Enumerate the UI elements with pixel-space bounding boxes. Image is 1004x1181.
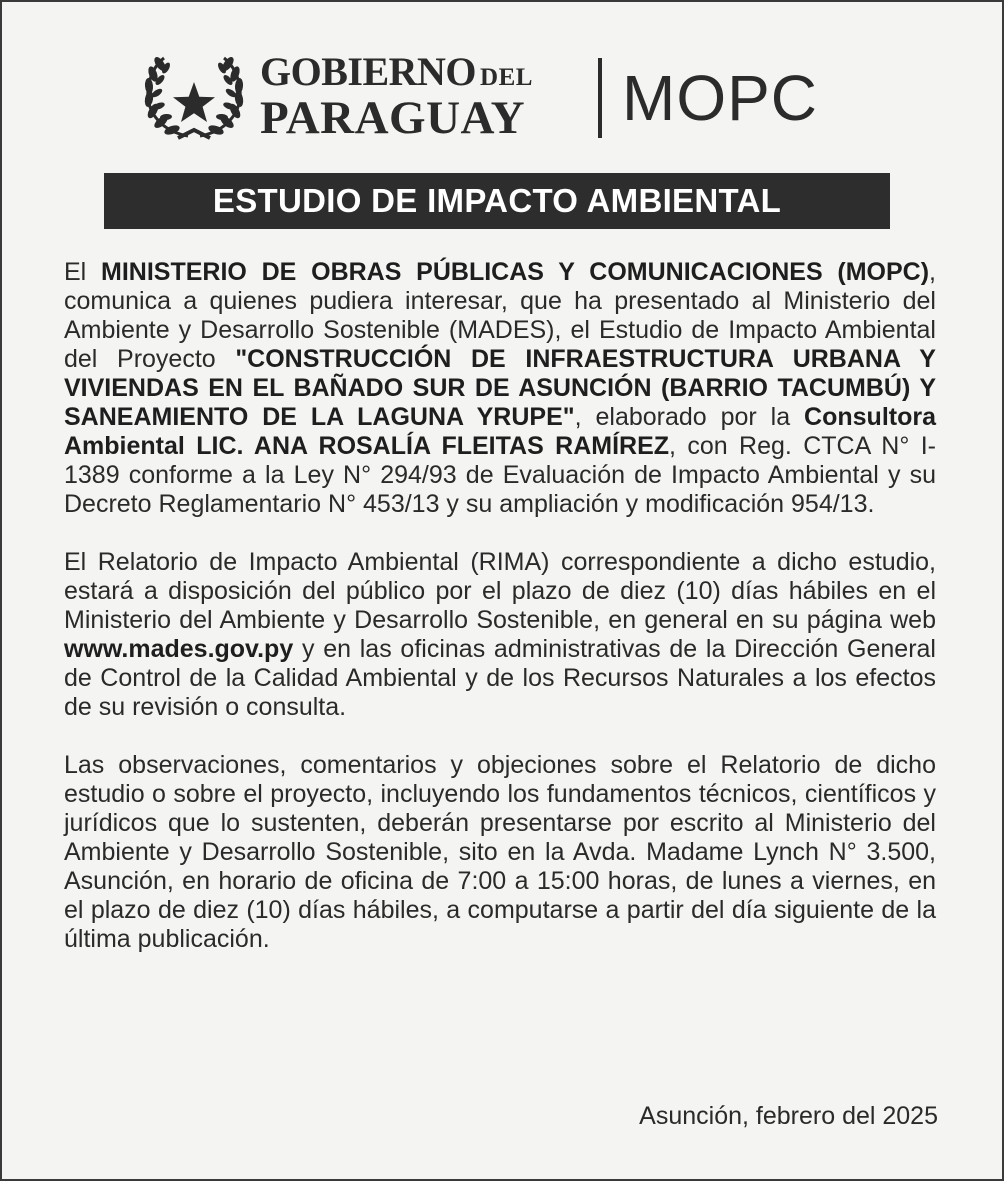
government-del-word: DEL	[480, 64, 533, 91]
star-laurel-emblem-icon	[140, 52, 248, 144]
government-name-line2: PARAGUAY	[260, 92, 526, 144]
p2-text-1: El Relatorio de Impacto Ambiental (RIMA) correspondiente a dicho estudio, estará a disposición del público por el plazo de diez (10) días hábiles en el Ministerio del Ambiente y Desarrollo Sostenible, en general en su página web	[64, 548, 936, 634]
government-word: GOBIERNO	[260, 49, 477, 94]
paragraph-1	[64, 258, 936, 519]
p2-text-2: y en las oficinas administrativas de la Dirección General de Control de la Calidad Ambiental y de los Recursos Naturales a los efectos de su revisión o consulta.	[64, 635, 936, 721]
header	[2, 46, 1002, 146]
p3-text-1: Las observaciones, comentarios y objeciones sobre el Relatorio de dicho estudio o sobre el proyecto, incluyendo los fundamentos técnicos, científicos y jurídicos que lo sustenten, deberán presentarse por escrito al Ministerio del Ambiente y Desarrollo Sostenible, sito en la Avda. Madame Lynch N° 3.500, Asunción, en horario de oficina de 7:00 a 15:00 horas, de lunes a viernes, en el plazo de diez (10) días hábiles, a computarse a partir del día siguiente de la última publicación.	[64, 751, 936, 953]
signature-date: Asunción, febrero del 2025	[639, 1102, 938, 1130]
header-divider	[598, 58, 602, 138]
notice-title: ESTUDIO DE IMPACTO AMBIENTAL	[104, 173, 890, 229]
p1-project-name: "CONSTRUCCIÓN DE INFRAESTRUCTURA URBANA Y VIVIENDAS EN EL BAÑADO SUR DE ASUNCIÓN (BARRIO TACUMBÚ) Y SANEAMIENTO DE LA LAGUNA YRUPE"	[64, 345, 936, 431]
p1-ministry-name: MINISTERIO DE OBRAS PÚBLICAS Y COMUNICACIONES (MOPC)	[101, 258, 930, 286]
agency-name: MOPC	[622, 62, 818, 134]
p1-text-1: El	[64, 258, 102, 286]
paragraph-3	[64, 751, 936, 954]
p1-text-2: , comunica a quienes pudiera interesar, que ha presentado al Ministerio del Ambiente y Desarrollo Sostenible (MADES), el Estudio de Impacto Ambiental del Proyecto	[64, 258, 936, 373]
p1-consultant-name: Consultora Ambiental LIC. ANA ROSALÍA FLEITAS RAMÍREZ	[64, 403, 936, 460]
paragraph-2	[64, 548, 936, 722]
notice-body	[64, 258, 936, 983]
p2-website: www.mades.gov.py	[64, 635, 294, 663]
p1-text-4: , con Reg. CTCA N° I-1389 conforme a la Ley N° 294/93 de Evaluación de Impacto Ambiental y su Decreto Reglamentario N° 453/13 y su ampliación y modificación 954/13.	[64, 432, 936, 518]
p1-text-3: , elaborado por la	[574, 403, 805, 431]
